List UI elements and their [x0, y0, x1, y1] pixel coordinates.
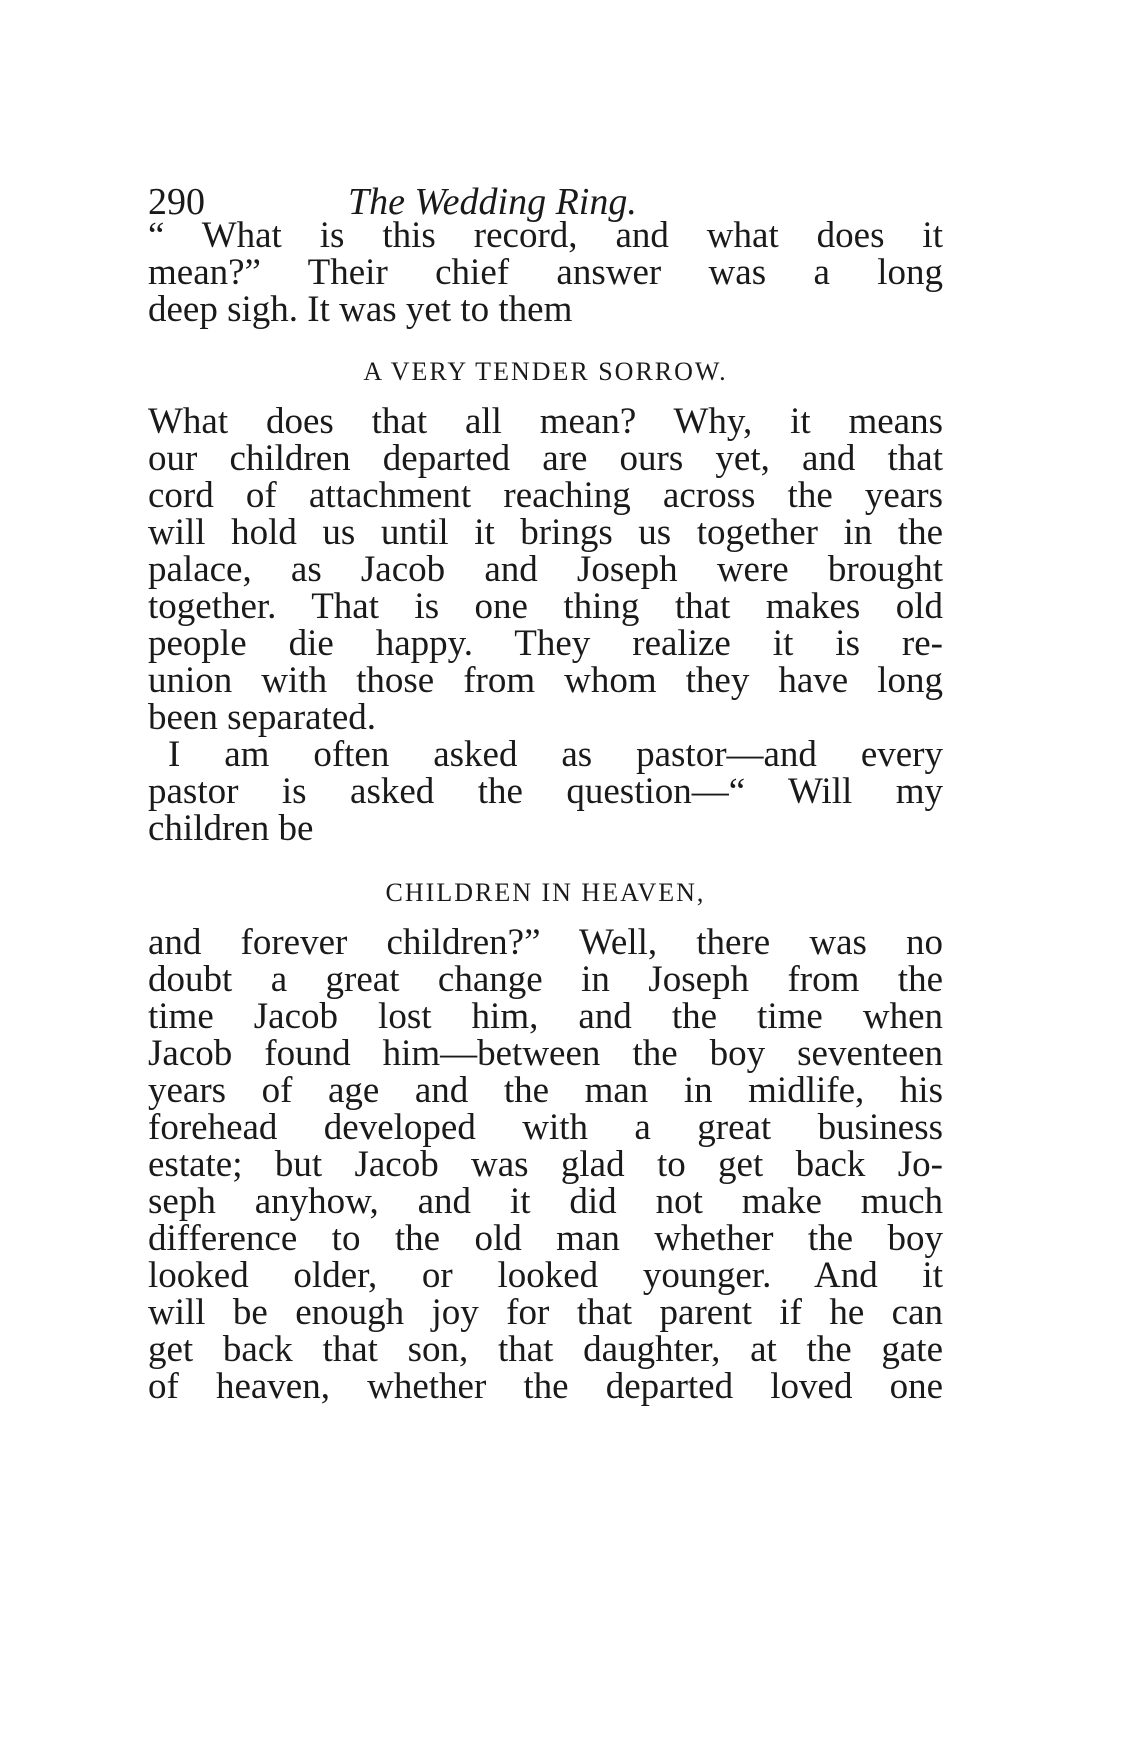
- text-line: seph anyhow, and it did not make much: [148, 1181, 943, 1222]
- text-line: children be: [148, 808, 314, 849]
- text-line: deep sigh. It was yet to them: [148, 289, 573, 330]
- running-title: The Wedding Ring.: [348, 181, 637, 223]
- text-line: will be enough joy for that parent if he can: [148, 1292, 943, 1333]
- text-line: cord of attachment reaching across the years: [148, 475, 943, 516]
- text-line: our children departed are ours yet, and that: [148, 438, 943, 479]
- text-line: mean?” Their chief answer was a long: [148, 252, 943, 293]
- section-heading: A VERY TENDER SORROW.: [363, 357, 728, 386]
- text-line: union with those from whom they have long: [148, 660, 943, 701]
- text-line: pastor is asked the question—“ Will my: [148, 771, 943, 812]
- text-line: I am often asked as pastor—and every: [168, 734, 943, 775]
- text-line: and forever children?” Well, there was no: [148, 922, 943, 963]
- text-line: time Jacob lost him, and the time when: [148, 996, 943, 1037]
- section-heading: CHILDREN IN HEAVEN,: [385, 878, 706, 907]
- text-line: get back that son, that daughter, at the gate: [148, 1329, 943, 1370]
- text-line: estate; but Jacob was glad to get back Jo-: [148, 1144, 943, 1185]
- text-line: been separated.: [148, 697, 377, 738]
- text-line: doubt a great change in Joseph from the: [148, 959, 943, 1000]
- text-line: “ What is this record, and what does it: [148, 215, 943, 256]
- text-line: Jacob found him—between the boy seventeen: [148, 1033, 943, 1074]
- text-line: palace, as Jacob and Joseph were brought: [148, 549, 943, 590]
- text-line: together. That is one thing that makes old: [148, 586, 943, 627]
- text-line: of heaven, whether the departed loved one: [148, 1366, 943, 1407]
- text-line: looked older, or looked younger. And it: [148, 1255, 943, 1296]
- page-number: 290: [148, 181, 205, 223]
- text-line: forehead developed with a great business: [148, 1107, 943, 1148]
- text-line: difference to the old man whether the boy: [148, 1218, 943, 1259]
- text-line: years of age and the man in midlife, his: [148, 1070, 943, 1111]
- text-line: people die happy. They realize it is re-: [148, 623, 943, 664]
- text-line: What does that all mean? Why, it means: [148, 401, 943, 442]
- text-line: will hold us until it brings us together in the: [148, 512, 943, 553]
